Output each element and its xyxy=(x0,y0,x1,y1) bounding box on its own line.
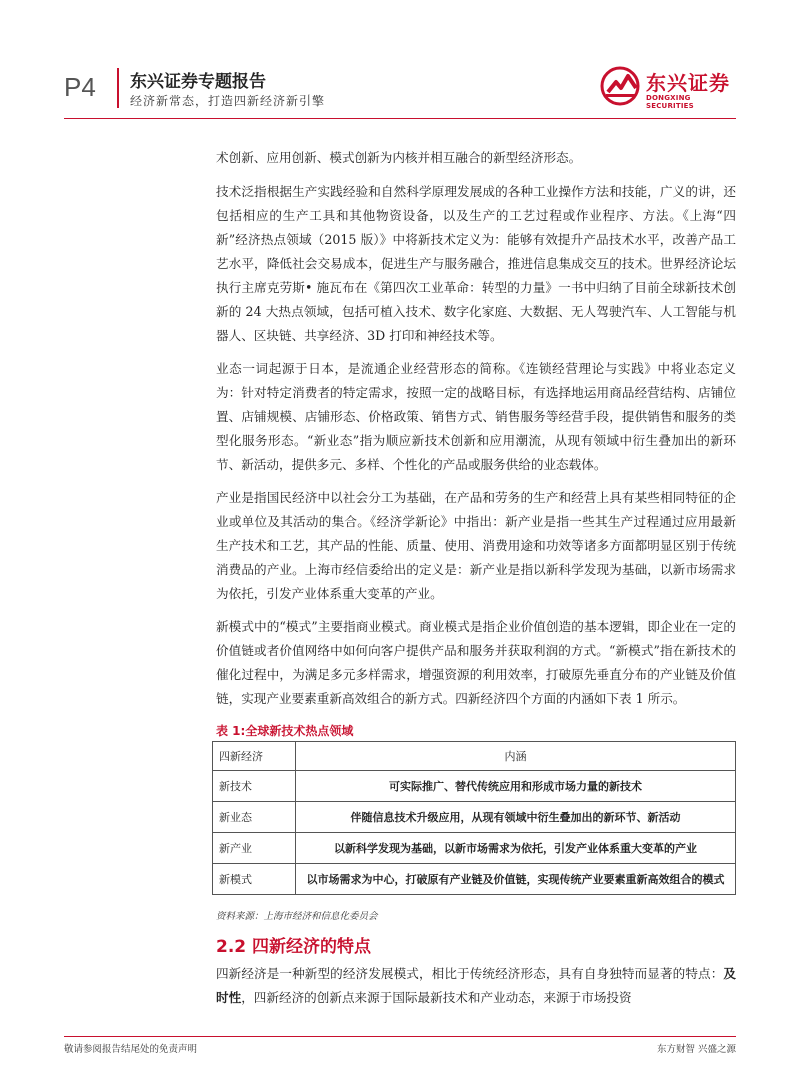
logo-english-name: DONGXING SECURITIES xyxy=(646,94,694,110)
page-header xyxy=(0,0,800,120)
logo-emblem-icon xyxy=(600,64,644,108)
body-text xyxy=(216,146,736,720)
section-text-bold: 及时性 xyxy=(216,966,736,1005)
footer-rule xyxy=(64,1036,736,1037)
table-header-row xyxy=(213,742,736,771)
table-cell-term: 新技术 xyxy=(213,771,296,802)
table-cell-term: 新模式 xyxy=(213,864,296,895)
table-cell-meaning: 以新科学发现为基础，以新市场需求为依托，引发产业体系重大变革的产业 xyxy=(296,833,736,864)
table-row xyxy=(213,802,736,833)
table-caption: 表 1:全球新技术热点领域 xyxy=(216,724,354,738)
logo-chinese-name: 东兴证券 xyxy=(646,71,730,95)
table-header-term: 四新经济 xyxy=(213,742,296,771)
report-subtitle: 经济新常态，打造四新经济新引擎 xyxy=(130,94,326,108)
paragraph-new-technology: 技术泛指根据生产实践经验和自然科学原理发展成的各种工业操作方法和技能，广义的讲，还包括相应的生产工具和其他物资设备，以及生产的工艺过程或作业程序、方法。《上海“四新”经济热点领域（2015 版）》中将新技术定义为：能够有效提升产品技术水平，改善产品工艺水平，降低社会交易成本，促进生产与服务融合，推进信息集成交互的技术。世界经济论坛执行主席克劳斯• 施瓦布在《第四次工业革命：转型的力量》一书中归纳了目前全球新技术创新的 24 大热点领域，包括可植入技术、数字化家庭、大数据、无人驾驶汽车、人工智能与机器人、区块链、共享经济、3D 打印和神经技术等。 xyxy=(216,184,736,343)
paragraph-new-business-format: 业态一词起源于日本，是流通企业经营形态的简称。《连锁经营理论与实践》中将业态定义为：针对特定消费者的特定需求，按照一定的战略目标，有选择地运用商品经营结构、店铺位置、店铺规模、店铺形态、价格政策、销售方式、销售服务等经营手段，提供销售和服务的类型化服务形态。“新业态”指为顺应新技术创新和应用潮流，从现有领域中衍生叠加出的新环节、新活动，提供多元、多样、个性化的产品或服务供给的业态载体。 xyxy=(216,361,736,472)
table-cell-term: 新业态 xyxy=(213,802,296,833)
table-cell-meaning: 可实际推广、替代传统应用和形成市场力量的新技术 xyxy=(296,771,736,802)
footer-slogan: 东方财智 兴盛之源 xyxy=(656,1044,736,1055)
four-new-economy-table xyxy=(212,741,736,895)
paragraph-new-industry: 产业是指国民经济中以社会分工为基础，在产品和劳务的生产和经营上具有某些相同特征的企业或单位及其活动的集合。《经济学新论》中指出：新产业是指一些其生产过程通过应用最新生产技术和工艺，其产品的性能、质量、使用、消费用途和功效等诸多方面都明显区别于传统消费品的产业。上海市经信委给出的定义是：新产业是指以新科学发现为基础，以新市场需求为依托，引发产业体系重大变革的产业。 xyxy=(216,490,736,601)
table-row xyxy=(213,771,736,802)
table-header-meaning: 内涵 xyxy=(296,742,736,771)
paragraph-new-model: 新模式中的“模式”主要指商业模式。商业模式是指企业价值创造的基本逻辑，即企业在一定的价值链或者价值网络中如何向客户提供产品和服务并获取利润的方式。“新模式”指在新技术的催化过程中，为满足多元多样需求，增强资源的利用效率，打破原先垂直分布的产业链及价值链，实现产业要素重新高效组合的新方式。四新经济四个方面的内涵如下表 1 所示。 xyxy=(216,619,736,706)
paragraph-intro: 术创新、应用创新、模式创新为内核并相互融合的新型经济形态。 xyxy=(216,150,582,165)
section-text-end: ，四新经济的创新点来源于国际最新技术和产业动态，来源于市场投资 xyxy=(241,990,632,1005)
report-title: 东兴证券专题报告 xyxy=(130,72,266,92)
table-row xyxy=(213,833,736,864)
page-number: P4 xyxy=(64,72,96,102)
table-cell-meaning: 以市场需求为中心，打破原有产业链及价值链，实现传统产业要素重新高效组合的模式 xyxy=(296,864,736,895)
section-heading: 2.2 四新经济的特点 xyxy=(216,937,372,957)
table-source-note: 资料来源：上海市经济和信息化委员会 xyxy=(216,911,378,922)
header-divider xyxy=(117,68,119,108)
company-logo xyxy=(600,64,740,112)
header-rule xyxy=(64,118,736,119)
section-paragraph xyxy=(216,962,736,1010)
section-text-start: 四新经济是一种新型的经济发展模式，相比于传统经济形态，具有自身独特而显著的特点： xyxy=(216,966,724,981)
table-cell-term: 新产业 xyxy=(213,833,296,864)
table-cell-meaning: 伴随信息技术升级应用，从现有领域中衍生叠加出的新环节、新活动 xyxy=(296,802,736,833)
footer-disclaimer: 敬请参阅报告结尾处的免责声明 xyxy=(64,1044,198,1055)
table-row xyxy=(213,864,736,895)
